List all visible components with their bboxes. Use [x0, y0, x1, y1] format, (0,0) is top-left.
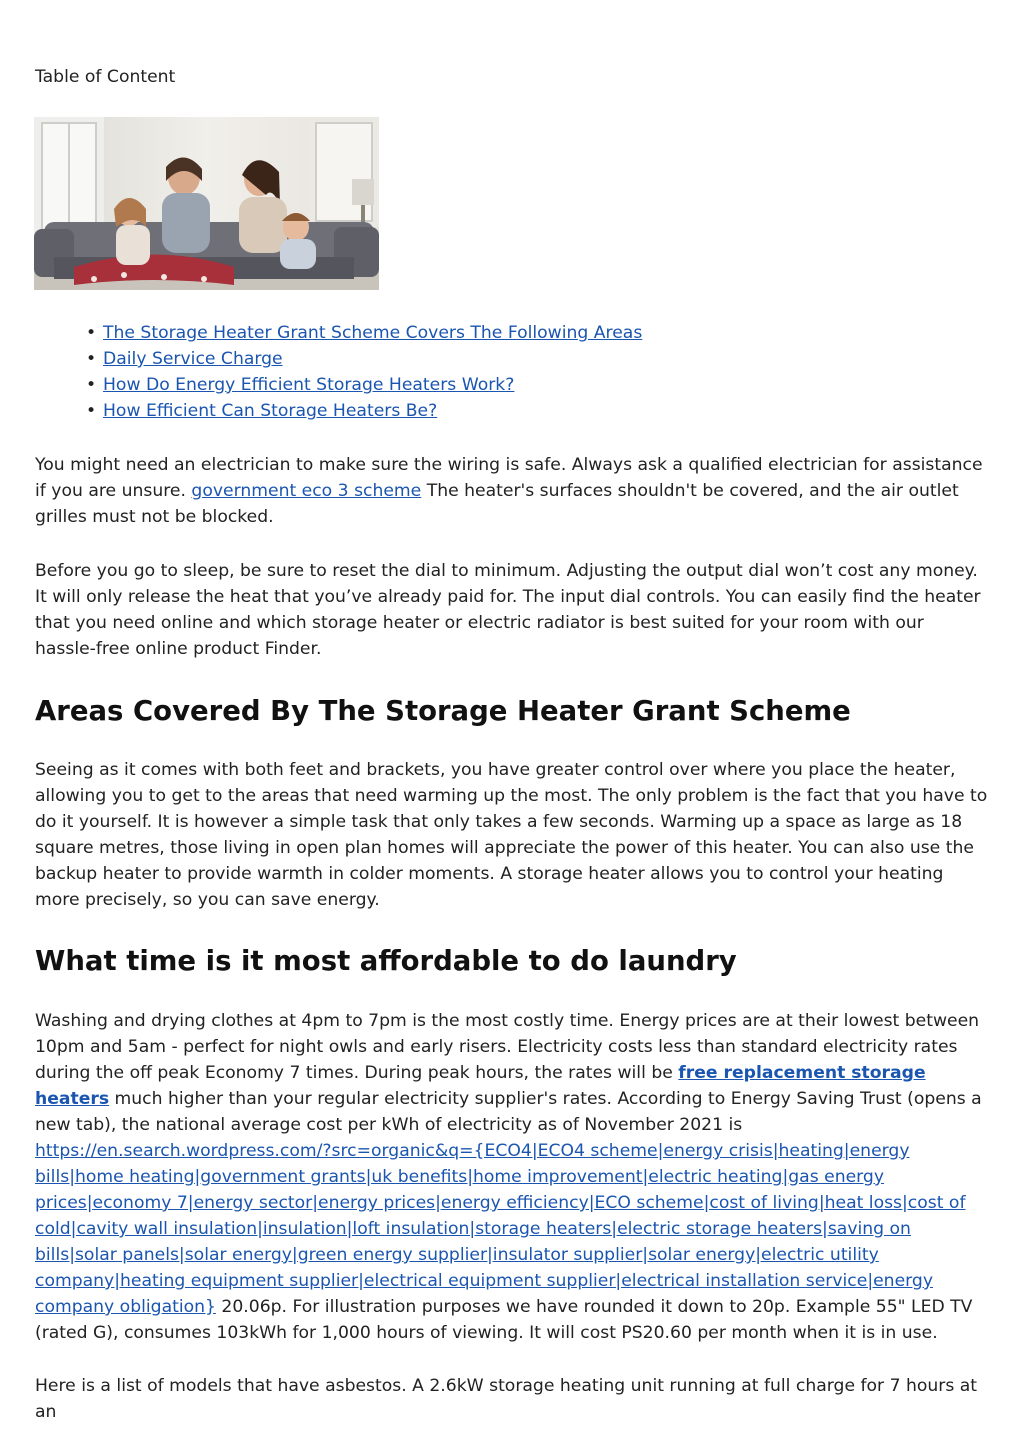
- toc-list: [86, 320, 642, 424]
- family-sofa-photo: [34, 117, 379, 290]
- toc-item: [86, 372, 642, 398]
- toc-item: [86, 346, 642, 372]
- paragraph-text: The heater's surfaces shouldn't be covered, and the air outlet grilles must not be blocked.: [35, 481, 959, 527]
- toc-title: Table of Content: [35, 67, 176, 87]
- paragraph-text: Washing and drying clothes at 4pm to 7pm is the most costly time. Energy prices are at their lowest between 10pm and 5am - perfect for night owls and early risers. Electricity costs less than standard electricity rates during the off peak Economy 7 times. During peak hours, the rates will be: [35, 1011, 980, 1083]
- paragraph-text: 20.06p. For illustration purposes we have rounded it down to 20p. Example 55" LED TV (rated G), consumes 103kWh for 1,000 hours of viewing. It will cost PS20.60 per month when it is in use.: [35, 1297, 973, 1343]
- toc-item: [86, 398, 642, 424]
- link-search-url[interactable]: https://en.search.wordpress.com/?src=organic&q={ECO4|ECO4 scheme|energy crisis|heating|energy bills|home heating|government grants|uk benefits|home improvement|electric heating|gas energy prices|economy 7|energy sector|energy prices|energy efficiency|ECO scheme|cost of living|heat loss|cost of cold|cavity wall insulation|insulation|loft insulation|storage heaters|electric storage heaters|saving on bills|solar panels|solar energy|green energy supplier|insulator supplier|solar energy|electric utility company|heating equipment supplier|electrical equipment supplier|electrical installation service|energy company obligation}: [35, 1141, 966, 1317]
- paragraph-dial: Before you go to sleep, be sure to reset the dial to minimum. Adjusting the output dial won’t cost any money. It will only release the heat that you’ve already paid for. The input dial controls. You can easily find the heater that you need online and which storage heater or electric radiator is best suited for your room with our hassle-free online product Finder.: [35, 561, 981, 659]
- link-government-eco-3-scheme[interactable]: government eco 3 scheme: [191, 481, 422, 501]
- paragraph-laundry: [35, 1008, 989, 1346]
- toc-link-how-efficient[interactable]: How Efficient Can Storage Heaters Be?: [103, 401, 438, 421]
- paragraph-electrician: [35, 452, 989, 530]
- toc-link-grant-scheme-areas[interactable]: The Storage Heater Grant Scheme Covers The Following Areas: [103, 323, 643, 343]
- toc-link-how-heaters-work[interactable]: How Do Energy Efficient Storage Heaters Work?: [103, 375, 515, 395]
- paragraph-text: much higher than your regular electricity supplier's rates. According to Energy Saving Trust (opens a new tab), the national average cost per kWh of electricity as of November 2021 is: [35, 1089, 982, 1135]
- family-sofa-illustration: [34, 117, 379, 290]
- paragraph-text: You might need an electrician to make sure the wiring is safe. Always ask a qualified electrician for assistance if you are unsure.: [35, 455, 983, 501]
- heading-areas-covered: Areas Covered By The Storage Heater Grant Scheme: [35, 695, 851, 727]
- heading-laundry: What time is it most affordable to do laundry: [35, 945, 737, 977]
- paragraph-feet-brackets: Seeing as it comes with both feet and brackets, you have greater control over where you place the heater, allowing you to get to the areas that need warming up the most. The only problem is the fact that you have to do it yourself. It is however a simple task that only takes a few seconds. Warming up a space as large as 18 square metres, those living in open plan homes will appreciate the power of this heater. You can also use the backup heater to provide warmth in colder moments. A storage heater allows you to control your heating more precisely, so you can save energy.: [35, 760, 988, 910]
- link-free-replacement-storage-heaters[interactable]: free replacement storage heaters: [35, 1063, 926, 1109]
- toc-link-daily-service-charge[interactable]: Daily Service Charge: [103, 349, 283, 369]
- paragraph-asbestos: Here is a list of models that have asbestos. A 2.6kW storage heating unit running at full charge for 7 hours at an: [35, 1376, 978, 1422]
- toc-item: [86, 320, 642, 346]
